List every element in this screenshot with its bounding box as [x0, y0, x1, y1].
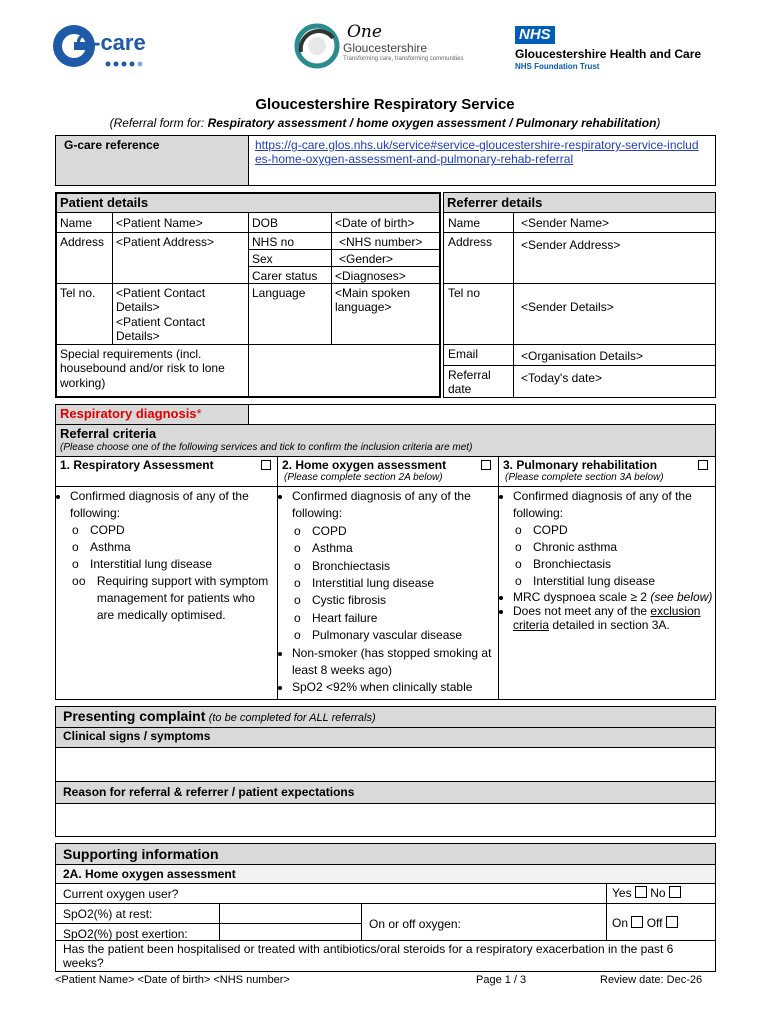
col2-header — [278, 457, 498, 486]
gcare-ref-label-cell — [55, 135, 249, 186]
col1-header — [56, 457, 277, 486]
col2-title: 2. Home oxygen assessment — [282, 458, 447, 472]
col1-checkbox[interactable] — [261, 460, 271, 470]
presenting-heading: Presenting complaint — [63, 708, 206, 724]
exclusion-criteria-link[interactable]: exclusion criteria — [513, 604, 701, 632]
col2-bullet-3: • SpO2 <92% when clinically stable — [292, 679, 496, 696]
one-gloucestershire-logo — [295, 22, 475, 70]
grid-line — [55, 486, 716, 487]
footer-page: Page 1 / 3 — [476, 974, 527, 986]
col1-item: o COPD — [72, 522, 274, 539]
off-checkbox[interactable] — [666, 916, 678, 928]
one-glos-top: One — [347, 22, 382, 42]
clinical-signs-label: Clinical signs / symptoms — [55, 727, 716, 748]
col2-item: o Cystic fibrosis — [294, 592, 496, 609]
one-glos-emblem — [295, 24, 339, 68]
patient-nhs-value: <NHS number> — [339, 235, 423, 249]
grid-line — [361, 903, 362, 941]
patient-tel-value-2: <Patient Contact Details> — [116, 314, 206, 344]
col2-item: o Pulmonary vascular disease — [294, 627, 496, 644]
patient-carer-value: <Diagnoses> — [335, 269, 406, 283]
patient-sex-label: Sex — [252, 252, 273, 266]
referrer-date-value: <Today's date> — [521, 371, 603, 385]
col3-list-2 — [501, 590, 713, 632]
gcare-logo-text: G-care — [76, 30, 146, 55]
gcare-ref-link[interactable]: https://g-care.glos.nhs.uk/service#service-gloucestershire-respiratory-service-includes-home-oxygen-assessment-and-pulmonary-rehab-referral — [255, 138, 699, 167]
col2-item: o Asthma — [294, 540, 496, 557]
gcare-ref-link-cell — [248, 135, 716, 186]
col1-sublist — [58, 522, 274, 624]
patient-dob-label: DOB — [252, 216, 279, 230]
criteria-heading-block — [55, 424, 716, 456]
col2-item: o COPD — [294, 523, 496, 540]
col1-body — [56, 488, 276, 624]
col2-item: o Bronchiectasis — [294, 558, 496, 575]
grid-line — [444, 344, 715, 345]
col2-body — [278, 488, 498, 697]
page-subtitle — [0, 116, 770, 130]
col2-bullet-2: • Non-smoker (has stopped smoking at least 8 weeks ago) — [292, 645, 496, 680]
col3-bullet-2: • MRC dyspnoea scale ≥ 2 (see below) — [513, 590, 713, 604]
off-label: Off — [646, 916, 663, 930]
patient-details-heading: Patient details — [57, 194, 439, 213]
grid-line — [606, 903, 607, 941]
col3-header — [499, 457, 716, 486]
patient-language-label: Language — [252, 286, 306, 300]
referrer-email-label: Email — [448, 347, 479, 361]
referrer-date-label: Referral date — [448, 368, 491, 397]
spo2-exertion-label: SpO2(%) post exertion: — [63, 927, 188, 941]
resp-diagnosis-label: Respiratory diagnosis — [60, 406, 197, 421]
col1-list — [58, 488, 274, 522]
clinical-signs-input[interactable] — [55, 747, 716, 782]
col2-checkbox[interactable] — [481, 460, 491, 470]
col1-item: o o Requiring support with symptom management for patients who are medically optimised. — [72, 573, 274, 624]
col3-item: o Bronchiectasis — [515, 556, 713, 573]
grid-line — [513, 213, 514, 397]
col1-item: o Asthma — [72, 539, 274, 556]
referrer-tel-value: <Sender Details> — [521, 300, 614, 314]
col3-sublist — [501, 522, 713, 590]
reason-referral-input[interactable] — [55, 803, 716, 837]
subtitle-prefix: (Referral form for: — [109, 116, 208, 130]
spo2-exertion-input[interactable] — [220, 924, 361, 941]
referrer-details-heading: Referrer details — [444, 193, 715, 213]
hospitalised-row — [55, 940, 716, 972]
grid-line — [444, 232, 715, 233]
presenting-heading-cell — [55, 706, 716, 728]
referrer-name-value: <Sender Name> — [521, 216, 610, 230]
col3-item: o COPD — [515, 522, 713, 539]
supporting-heading: Supporting information — [55, 843, 716, 865]
resp-diagnosis-label-cell — [55, 404, 249, 425]
current-oxygen-label: Current oxygen user? — [63, 887, 179, 901]
oxygen-user-options — [612, 886, 681, 900]
col1-bullet: • Confirmed diagnosis of any of the following: — [70, 488, 274, 522]
yes-label: Yes — [612, 886, 632, 900]
col3-title: 3. Pulmonary rehabilitation — [503, 458, 658, 472]
subtitle-services: Respiratory assessment / home oxygen assessment / Pulmonary rehabilitation — [207, 116, 657, 130]
one-glos-name: Gloucestershire — [343, 41, 428, 55]
gcare-ref-label: G-care reference — [64, 138, 160, 152]
col1-item: o Interstitial lung disease — [72, 556, 274, 573]
patient-carer-label: Carer status — [252, 269, 318, 283]
no-checkbox[interactable] — [669, 886, 681, 898]
col3-bullet-3: • Does not meet any of the exclusion criteria detailed in section 3A. — [513, 604, 713, 632]
resp-diagnosis-asterisk: * — [196, 406, 202, 421]
col3-list — [501, 488, 713, 522]
col1-title: 1. Respiratory Assessment — [60, 458, 214, 472]
on-off-oxygen-label: On or off oxygen: — [369, 917, 461, 931]
patient-address-value: <Patient Address> — [116, 235, 215, 249]
patient-special-input[interactable] — [249, 345, 439, 396]
referrer-tel-label: Tel no — [448, 286, 481, 300]
patient-tel-value-1: <Patient Contact Details> — [116, 286, 206, 315]
subtitle-suffix: ) — [656, 116, 661, 130]
presenting-note: (to be completed for ALL referrals) — [208, 712, 376, 724]
col2-item: o Heart failure — [294, 610, 496, 627]
grid-line — [444, 365, 715, 366]
patient-sex-value: <Gender> — [339, 252, 394, 266]
hospitalised-question: Has the patient been hospitalised or treated with antibiotics/oral steroids for a respiratory exacerbation in the past 6 weeks? — [63, 942, 674, 971]
patient-dob-value: <Date of birth> — [335, 216, 415, 230]
patient-language-value: <Main spoken language> — [335, 286, 411, 315]
nhs-logo — [515, 26, 745, 72]
footer-review-date: Review date: Dec-26 — [600, 974, 703, 986]
patient-name-label: Name — [60, 216, 93, 230]
col3-body — [499, 488, 715, 632]
criteria-heading: Referral criteria — [60, 426, 157, 441]
no-label: No — [650, 886, 666, 900]
reason-referral-label: Reason for referral & referrer / patient expectations — [55, 781, 716, 804]
col3-bullet: • Confirmed diagnosis of any of the following: — [513, 488, 713, 522]
patient-address-label: Address — [60, 235, 105, 249]
patient-tel-label: Tel no. — [60, 286, 96, 300]
grid-line — [57, 232, 439, 233]
spo2-rest-input[interactable] — [220, 904, 361, 923]
resp-diagnosis-input[interactable] — [248, 404, 716, 425]
on-label: On — [612, 916, 629, 930]
grid-line — [606, 883, 607, 904]
col3-checkbox[interactable] — [698, 460, 708, 470]
col2-list-2 — [280, 645, 496, 697]
col2-bullet: • Confirmed diagnosis of any of the following: — [292, 488, 496, 523]
nhs-trust-sub: NHS Foundation Trust — [515, 62, 600, 71]
referrer-name-label: Name — [448, 216, 481, 230]
col2-list — [280, 488, 496, 523]
nhs-trust-name: Gloucestershire Health and Care — [515, 47, 702, 61]
section-2a-heading: 2A. Home oxygen assessment — [55, 864, 716, 884]
nhs-badge: NHS — [515, 26, 555, 44]
yes-checkbox[interactable] — [635, 886, 647, 898]
gcare-logo — [50, 22, 160, 70]
page-title: Gloucestershire Respiratory Service — [255, 96, 515, 113]
spo2-rest-label: SpO2(%) at rest: — [63, 907, 153, 921]
referrer-address-label: Address — [448, 235, 493, 249]
patient-tel-values — [113, 285, 247, 345]
referrer-email-value: <Organisation Details> — [521, 349, 644, 363]
col3-item: o Interstitial lung disease — [515, 573, 713, 590]
footer-patient-info: <Patient Name> <Date of birth> <NHS number> — [55, 974, 290, 986]
patient-nhs-label: NHS no — [252, 235, 295, 249]
patient-special-label: Special requirements (incl. housebound and/or risk to lone working) — [60, 347, 225, 390]
col2-note: (Please complete section 2A below) — [284, 472, 443, 484]
col3-note: (Please complete section 3A below) — [505, 472, 664, 484]
col3-item: o Chronic asthma — [515, 539, 713, 556]
one-glos-tagline: Transforming care, transforming communities — [343, 56, 464, 62]
col2-sublist — [280, 523, 496, 645]
criteria-note: (Please choose one of the following services and tick to confirm the inclusion criteria are met) — [60, 441, 473, 453]
on-checkbox[interactable] — [631, 916, 643, 928]
on-off-options — [612, 916, 678, 930]
col2-item: o Interstitial lung disease — [294, 575, 496, 592]
grid-line — [444, 283, 715, 284]
referrer-address-value: <Sender Address> — [521, 238, 621, 252]
patient-name-value: <Patient Name> — [116, 216, 203, 230]
